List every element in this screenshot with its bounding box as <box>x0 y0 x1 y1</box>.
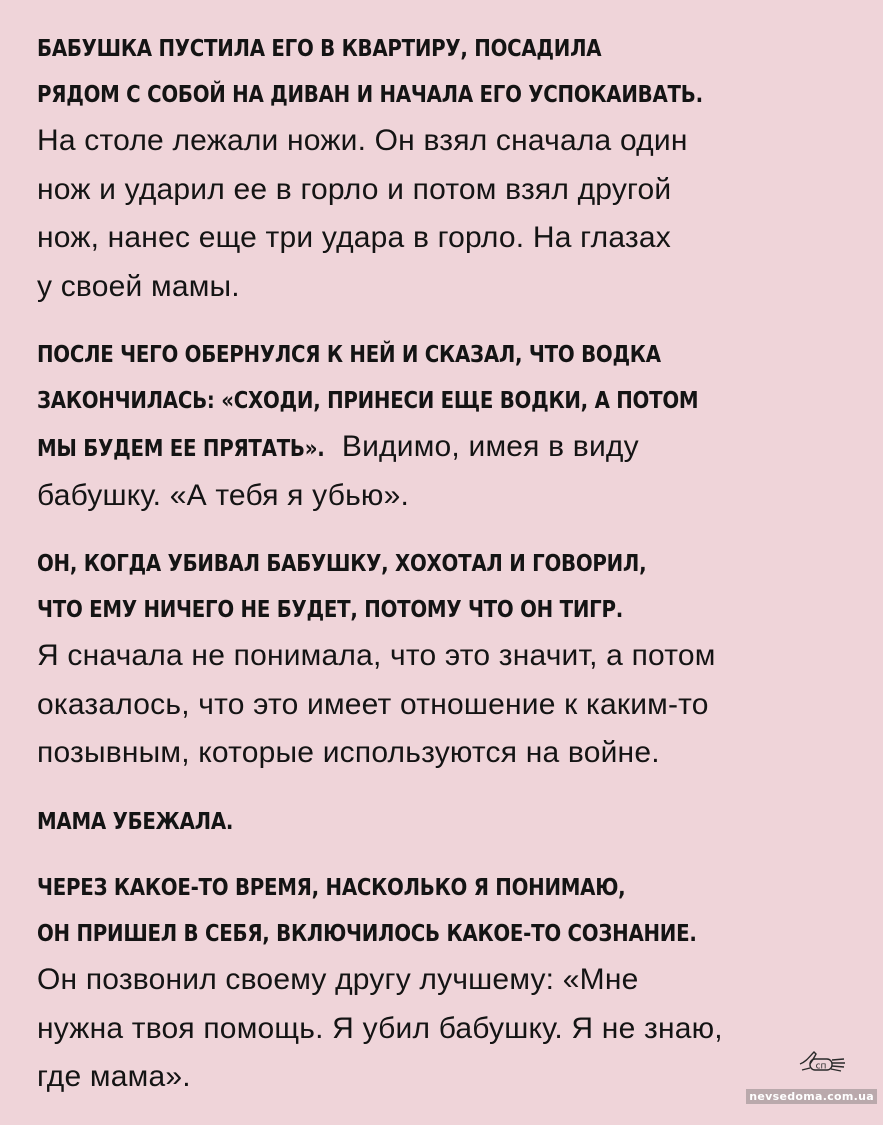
regular-text: нож, нанес еще три удара в горло. На глазах <box>37 221 671 254</box>
regular-text: нужна твоя помощь. Я убил бабушку. Я не знаю, <box>37 1011 723 1045</box>
bold-text: ОН, КОГДА УБИВАЛ БАБУШКУ, ХОХОТАЛ И ГОВОРИЛ, <box>37 551 647 577</box>
paragraph-1 <box>37 28 857 313</box>
paragraph-3 <box>37 543 857 780</box>
hand-logo-icon <box>796 1042 848 1078</box>
paragraph-2 <box>37 334 857 522</box>
text-line <box>37 913 857 959</box>
text-line <box>37 474 857 523</box>
regular-text: где мама». <box>37 1060 191 1093</box>
bold-text: ПОСЛЕ ЧЕГО ОБЕРНУЛСЯ К НЕЙ И СКАЗАЛ, ЧТО ВОДКА <box>37 342 661 368</box>
bold-text: ЧЕРЕЗ КАКОЕ-ТО ВРЕМЯ, НАСКОЛЬКО Я ПОНИМАЮ, <box>37 875 626 901</box>
bold-text: ЧТО ЕМУ НИЧЕГО НЕ БУДЕТ, ПОТОМУ ЧТО ОН ТИГР. <box>37 596 623 623</box>
paragraph-4 <box>37 801 857 847</box>
text-line <box>37 425 857 474</box>
text-line <box>37 265 857 314</box>
text-line <box>37 634 857 683</box>
text-line <box>37 731 857 780</box>
bold-text: РЯДОМ С СОБОЙ НА ДИВАН И НАЧАЛА ЕГО УСПОКАИВАТЬ. <box>37 81 703 108</box>
bold-text: ОН ПРИШЕЛ В СЕБЯ, ВКЛЮЧИЛОСЬ КАКОЕ-ТО СОЗНАНИЕ. <box>37 920 697 947</box>
regular-text: Видимо, имея в виду <box>333 430 639 463</box>
article-text <box>37 28 857 1125</box>
regular-text: На столе лежали ножи. Он взял сначала один <box>37 124 688 157</box>
text-line <box>37 334 857 380</box>
regular-text: позывным, которые используются на войне. <box>37 736 660 769</box>
regular-text: у своей мамы. <box>37 269 240 303</box>
text-line <box>37 380 857 426</box>
bold-text: ЗАКОНЧИЛАСЬ: «СХОДИ, ПРИНЕСИ ЕЩЕ ВОДКИ, А ПОТОМ <box>37 387 699 414</box>
text-line <box>37 1007 857 1056</box>
bold-text: МЫ БУДЕМ ЕЕ ПРЯТАТЬ». <box>37 436 325 462</box>
text-line <box>37 683 857 732</box>
text-line <box>37 543 857 589</box>
regular-text: оказалось, что это имеет отношение к каким-то <box>37 687 709 721</box>
regular-text: Я сначала не понимала, что это значит, а потом <box>37 639 716 672</box>
text-line <box>37 28 857 74</box>
text-line <box>37 589 857 635</box>
text-line <box>37 119 857 168</box>
regular-text: нож и ударил ее в горло и потом взял другой <box>37 172 672 206</box>
text-line <box>37 74 857 120</box>
regular-text: Он позвонил своему другу лучшему: «Мне <box>37 963 639 996</box>
regular-text: бабушку. «А тебя я убью». <box>37 478 410 512</box>
text-line <box>37 958 857 1007</box>
text-line <box>37 1055 857 1104</box>
paragraph-5 <box>37 867 857 1104</box>
text-line <box>37 867 857 913</box>
text-line <box>37 801 857 847</box>
hand-logo-svg <box>796 1042 848 1078</box>
text-line <box>37 168 857 217</box>
logo-text: сп <box>815 1061 827 1072</box>
text-line <box>37 216 857 265</box>
bold-text: БАБУШКА ПУСТИЛА ЕГО В КВАРТИРУ, ПОСАДИЛА <box>37 36 602 62</box>
bold-text: МАМА УБЕЖАЛА. <box>37 808 234 835</box>
watermark: nevsedoma.com.ua <box>746 1089 877 1104</box>
